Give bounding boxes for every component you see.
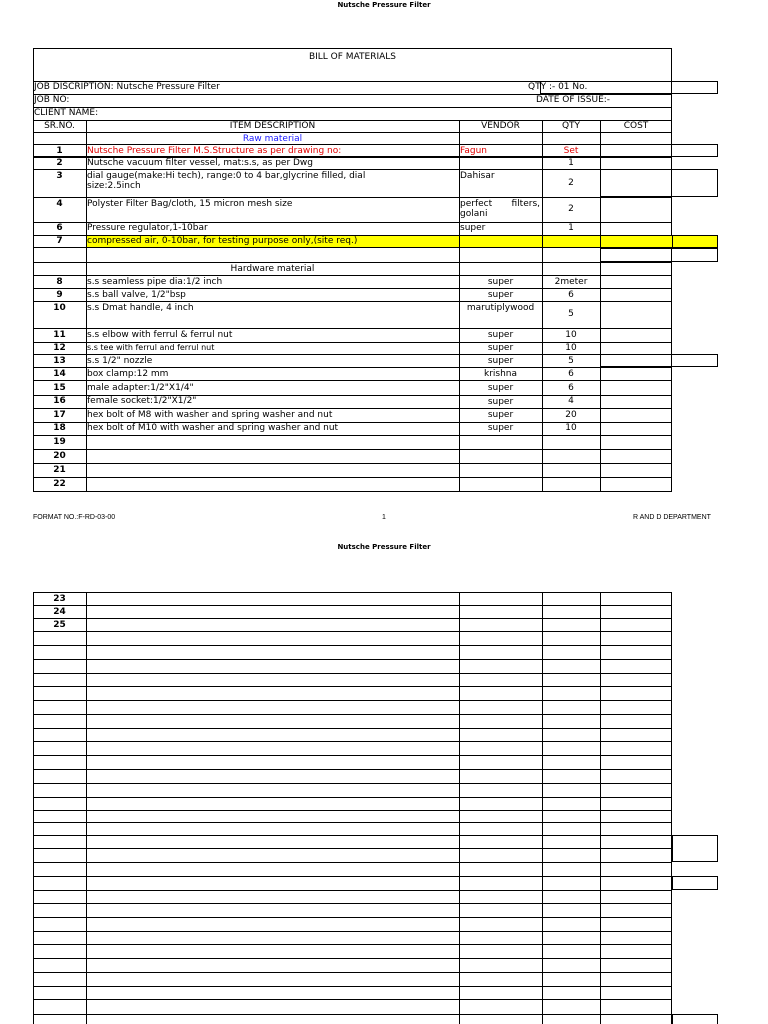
date-of-issue: DATE OF ISSUE:- [536,95,611,105]
row-10-vendor: marutiplywood [466,303,535,313]
row-15-sr: 15 [53,383,66,393]
row-9-desc: s.s ball valve, 1/2"bsp [87,290,186,300]
row-21-sr: 21 [53,465,66,475]
table-row-divider [33,876,672,877]
row-4-vendor: perfect filters, golani [460,199,540,219]
table-row-divider [33,1014,672,1015]
col-item-description: ITEM DESCRIPTION [229,121,316,131]
job-no: JOB NO: [34,95,70,105]
table-row-divider [33,986,672,987]
row-14-qty: 6 [568,369,574,379]
row-16-desc: female socket:1/2"X1/2" [87,396,197,406]
row-16-sr: 16 [53,396,66,406]
row-1-qty: Set [563,146,579,156]
row-17-sr: 17 [53,410,66,420]
row-13-qty: 5 [568,356,574,366]
table-row-divider [33,618,672,619]
table-row-divider [33,783,672,784]
row-10-desc: s.s Dmat handle, 4 inch [87,303,194,313]
row-12-vendor: super [487,343,514,353]
row-13-vendor: super [487,356,514,366]
row-18-sr: 18 [53,423,66,433]
col-srno: SR.NO. [44,121,75,131]
row-15-qty: 6 [568,383,574,393]
row-8-sr: 8 [56,277,63,287]
row-12-sr: 12 [53,343,66,353]
table-row-divider [33,797,672,798]
table-row-divider [33,605,672,606]
row-18-qty: 10 [565,423,577,433]
row-14-desc: box clamp:12 mm [87,369,169,379]
page-number: 1 [382,514,386,521]
table-row-divider [33,714,672,715]
row-9-sr: 9 [56,290,63,300]
table-row-divider [33,645,672,646]
row-17-vendor: super [487,410,514,420]
row-11-qty: 10 [565,330,577,340]
section-hardware-material: Hardware material [230,264,315,274]
row-11-vendor: super [487,330,514,340]
row-8-qty: 2meter [554,277,588,287]
table-row-divider [33,903,672,904]
table-row-divider [33,631,672,632]
table-row-divider [33,999,672,1000]
client-name: CLIENT NAME: [34,108,99,118]
row-14-sr: 14 [53,369,66,379]
row-11-desc: s.s elbow with ferrul & ferrul nut [87,330,233,340]
row-24-sr: 24 [53,607,66,617]
row-3-sr: 3 [56,171,63,181]
row-6-sr: 6 [56,223,63,233]
col-qty: QTY [561,121,581,131]
page-title: Nutsche Pressure Filter [337,1,431,9]
row-11-sr: 11 [53,330,66,340]
section-raw-material: Raw material [242,134,303,144]
row-13-sr: 13 [53,356,66,366]
row-3-qty: 2 [568,178,574,188]
row-9-qty: 6 [568,290,574,300]
row-8-desc: s.s seamless pipe dia:1/2 inch [87,277,223,287]
bom-table-continued [33,592,672,1024]
table-row-divider [33,673,672,674]
row-20-sr: 20 [53,451,66,461]
table-row-divider [33,741,672,742]
row-16-qty: 4 [568,396,574,406]
row-3-vendor: Dahisar [460,171,495,181]
table-row-divider [33,822,672,823]
row-1-vendor: Fagun [460,146,487,156]
row-2-sr: 2 [56,158,63,168]
row-6-vendor: super [460,223,486,233]
row-9-vendor: super [487,290,514,300]
table-row-divider [33,917,672,918]
table-row-divider [33,686,672,687]
row-12-desc: s.s tee with ferrul and ferrul nut [87,343,215,352]
row-25-sr: 25 [53,620,66,630]
job-qty: QTY :- 01 No. [528,82,588,92]
table-row-divider [33,958,672,959]
row-6-qty: 1 [568,223,574,233]
row-14-vendor: krishna [483,369,518,379]
table-row-divider [33,835,672,836]
row-23-sr: 23 [53,594,66,604]
table-row-divider [33,728,672,729]
job-description: JOB DISCRIPTION: Nutsche Pressure Filter [34,82,220,92]
row-7-sr: 7 [56,236,63,246]
row-10-sr: 10 [53,303,66,313]
row-15-desc: male adapter:1/2"X1/4" [87,383,194,393]
department: R AND D DEPARTMENT [633,514,711,521]
row-19-sr: 19 [53,437,66,447]
table-row-divider [33,944,672,945]
row-7-desc: compressed air, 0-10bar, for testing purpose only,(site req.) [87,236,358,246]
col-vendor: VENDOR [481,121,520,131]
row-6-desc: Pressure regulator,1-10bar [87,223,208,233]
row-2-qty: 1 [568,158,574,168]
row-17-desc: hex bolt of M8 with washer and spring washer and nut [87,410,333,420]
row-10-qty: 5 [568,309,574,319]
table-row-divider [33,755,672,756]
row-1-sr: 1 [56,146,63,156]
page2-title: Nutsche Pressure Filter [337,543,431,551]
row-4-desc: Polyster Filter Bag/cloth, 15 micron mesh size [87,199,293,209]
table-row-divider [33,862,672,863]
table-row-divider [33,972,672,973]
row-4-sr: 4 [56,199,63,209]
row-16-vendor: super [487,397,514,407]
table-row-divider [33,810,672,811]
row-13-desc: s.s 1/2" nozzle [87,356,153,366]
row-4-qty: 2 [568,204,574,214]
row-18-desc: hex bolt of M10 with washer and spring washer and nut [87,423,339,433]
table-row-divider [33,659,672,660]
table-row-divider [33,700,672,701]
row-1-desc: Nutsche Pressure Filter M.S.Structure as per drawing no: [87,146,342,156]
row-22-sr: 22 [53,479,66,489]
bom-heading: BILL OF MATERIALS [308,52,397,62]
row-18-vendor: super [487,423,514,433]
table-row-divider [33,769,672,770]
table-row-divider [33,848,672,849]
col-cost: COST [623,121,649,131]
row-3-desc: dial gauge(make:Hi tech), range:0 to 4 bar,glycrine filled, dial size:2.5inch [87,171,366,191]
row-12-qty: 10 [565,343,577,353]
format-number: FORMAT NO.:F-RD-03-00 [33,514,116,521]
row-17-qty: 20 [565,410,577,420]
row-2-desc: Nutsche vacuum filter vessel, mat:s.s, as per Dwg [87,158,314,168]
table-row-divider [33,890,672,891]
row-15-vendor: super [487,383,514,393]
table-row-divider [33,931,672,932]
row-8-vendor: super [487,277,514,287]
